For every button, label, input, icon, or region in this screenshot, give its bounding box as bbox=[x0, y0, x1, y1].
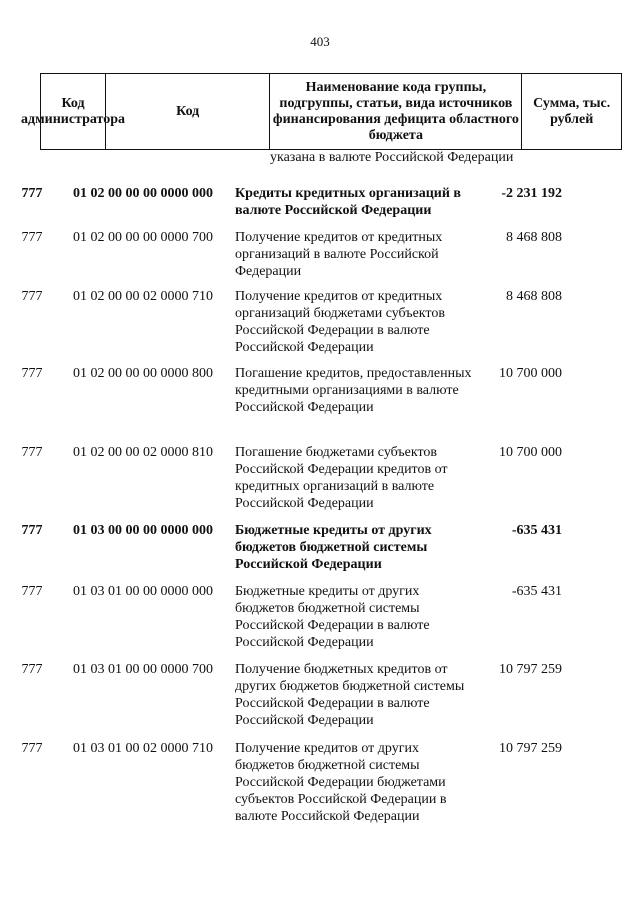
cell-name: Погашение кредитов, предоставленных кредитными организациями в валюте Российской Федерации bbox=[235, 366, 472, 415]
cell-name: Бюджетные кредиты от других бюджетов бюджетной системы Российской Федерации в валюте Российской Федерации bbox=[235, 584, 430, 650]
header-code: Код bbox=[105, 74, 269, 149]
page-number: 403 bbox=[310, 34, 330, 49]
cell-sum: 10 700 000 bbox=[499, 366, 562, 381]
cell-sum: 10 797 259 bbox=[499, 662, 562, 677]
cell-sum: -635 431 bbox=[511, 584, 562, 599]
cell-code: 01 02 00 00 02 0000 710 bbox=[73, 289, 213, 304]
cell-name: Бюджетные кредиты от других бюджетов бюджетной системы Российской Федерации bbox=[235, 523, 432, 572]
cell-code: 01 03 00 00 00 0000 000 bbox=[73, 523, 213, 538]
cell-name: Получение кредитов от кредитных организаций бюджетами субъектов Российской Федерации в валюте Российской Федерации bbox=[235, 289, 445, 355]
cell-name: Кредиты кредитных организаций в валюте Российской Федерации bbox=[235, 186, 461, 218]
cell-name: Погашение бюджетами субъектов Российской Федерации кредитов от кредитных организаций в валюте Российской Федерации bbox=[235, 445, 448, 511]
cell-code: 01 02 00 00 00 0000 000 bbox=[73, 186, 213, 201]
cell-sum: 10 700 000 bbox=[499, 445, 562, 460]
table-row bbox=[0, 288, 582, 356]
cell-sum: 8 468 808 bbox=[506, 230, 562, 245]
table-row bbox=[0, 661, 582, 729]
cell-name: Получение кредитов от кредитных организаций в валюте Российской Федерации bbox=[235, 230, 443, 279]
cell-admin: 777 bbox=[21, 523, 43, 538]
cell-admin: 777 bbox=[21, 186, 43, 201]
cell-sum: -635 431 bbox=[511, 523, 562, 538]
table-row bbox=[0, 522, 582, 573]
cell-admin: 777 bbox=[21, 289, 43, 304]
cell-admin: 777 bbox=[21, 366, 43, 381]
cell-code: 01 02 00 00 02 0000 810 bbox=[73, 445, 213, 460]
table-row bbox=[0, 444, 582, 512]
table-header bbox=[21, 73, 622, 150]
cell-code: 01 03 01 00 00 0000 700 bbox=[73, 662, 213, 677]
cell-code: 01 02 00 00 00 0000 800 bbox=[73, 366, 213, 381]
budget-table bbox=[21, 73, 622, 150]
table-row bbox=[0, 583, 582, 651]
table-row bbox=[0, 185, 582, 219]
cell-code: 01 02 00 00 00 0000 700 bbox=[73, 230, 213, 245]
cell-name: Получение бюджетных кредитов от других бюджетов бюджетной системы Российской Федерации в валюте Российской Федерации bbox=[235, 662, 465, 728]
cell-admin: 777 bbox=[21, 584, 43, 599]
cell-sum: -2 231 192 bbox=[501, 186, 562, 201]
cell-admin: 777 bbox=[21, 445, 43, 460]
continuation-text: указана в валюте Российской Федерации bbox=[270, 150, 514, 165]
cell-sum: 10 797 259 bbox=[499, 741, 562, 756]
cell-admin: 777 bbox=[21, 662, 43, 677]
cell-admin: 777 bbox=[21, 230, 43, 245]
cell-admin: 777 bbox=[21, 741, 43, 756]
cell-code: 01 03 01 00 00 0000 000 bbox=[73, 584, 213, 599]
header-name: Наименование кода группы, подгруппы, статьи, вида источников финансирования дефицита областного бюджета bbox=[269, 74, 521, 149]
cell-sum: 8 468 808 bbox=[506, 289, 562, 304]
cell-code: 01 03 01 00 02 0000 710 bbox=[73, 741, 213, 756]
table-row bbox=[0, 365, 582, 416]
table-row bbox=[0, 740, 582, 825]
cell-name: Получение кредитов от других бюджетов бюджетной системы Российской Федерации бюджетами субъектов Российской Федерации в валюте Российской Федерации bbox=[235, 741, 447, 824]
header-admin: Код администратора bbox=[21, 95, 125, 127]
header-sum: Сумма, тыс. рублей bbox=[521, 74, 621, 149]
table-row bbox=[0, 229, 582, 280]
